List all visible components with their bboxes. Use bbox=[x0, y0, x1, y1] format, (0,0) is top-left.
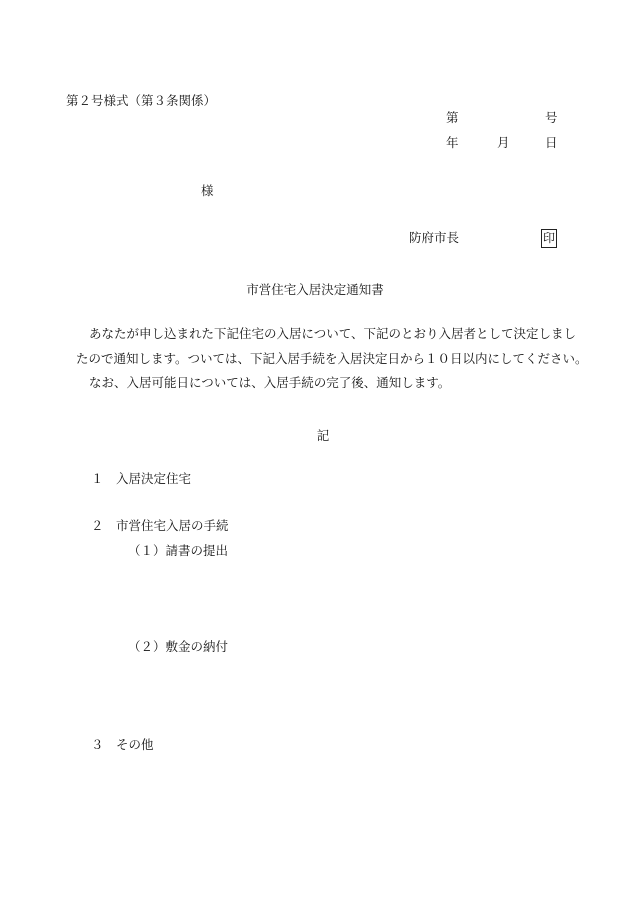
item-2: ２ 市営住宅入居の手続 bbox=[91, 518, 229, 533]
date-month: 月 bbox=[497, 135, 510, 150]
doc-number-prefix: 第 bbox=[446, 110, 459, 125]
body-paragraph-2: なお、入居可能日については、入居手続の完了後、通知します。 bbox=[89, 375, 451, 390]
ki-heading: 記 bbox=[316, 428, 330, 443]
issuer-name: 防府市長 bbox=[409, 230, 460, 245]
body-paragraph-1-line-1: あなたが申し込まれた下記住宅の入居について、下記のとおり入居者として決定しまし bbox=[89, 326, 577, 341]
document-title: 市営住宅入居決定通知書 bbox=[246, 282, 384, 297]
item-2-sub-2: （２）敷金の納付 bbox=[128, 639, 229, 654]
date-year: 年 bbox=[446, 135, 459, 150]
body-paragraph-1-line-2: たので通知します。ついては、下記入居手続を入居決定日から１０日以内にしてください。 bbox=[76, 351, 588, 366]
item-2-sub-1: （１）請書の提出 bbox=[128, 543, 229, 558]
form-number: 第２号様式（第３条関係） bbox=[66, 93, 217, 108]
item-3: ３ その他 bbox=[91, 737, 154, 752]
doc-number-suffix: 号 bbox=[545, 110, 558, 125]
date-day: 日 bbox=[545, 135, 558, 150]
item-1: １ 入居決定住宅 bbox=[91, 471, 192, 486]
seal-stamp: 印 bbox=[541, 229, 557, 248]
recipient-honorific: 様 bbox=[201, 183, 214, 198]
